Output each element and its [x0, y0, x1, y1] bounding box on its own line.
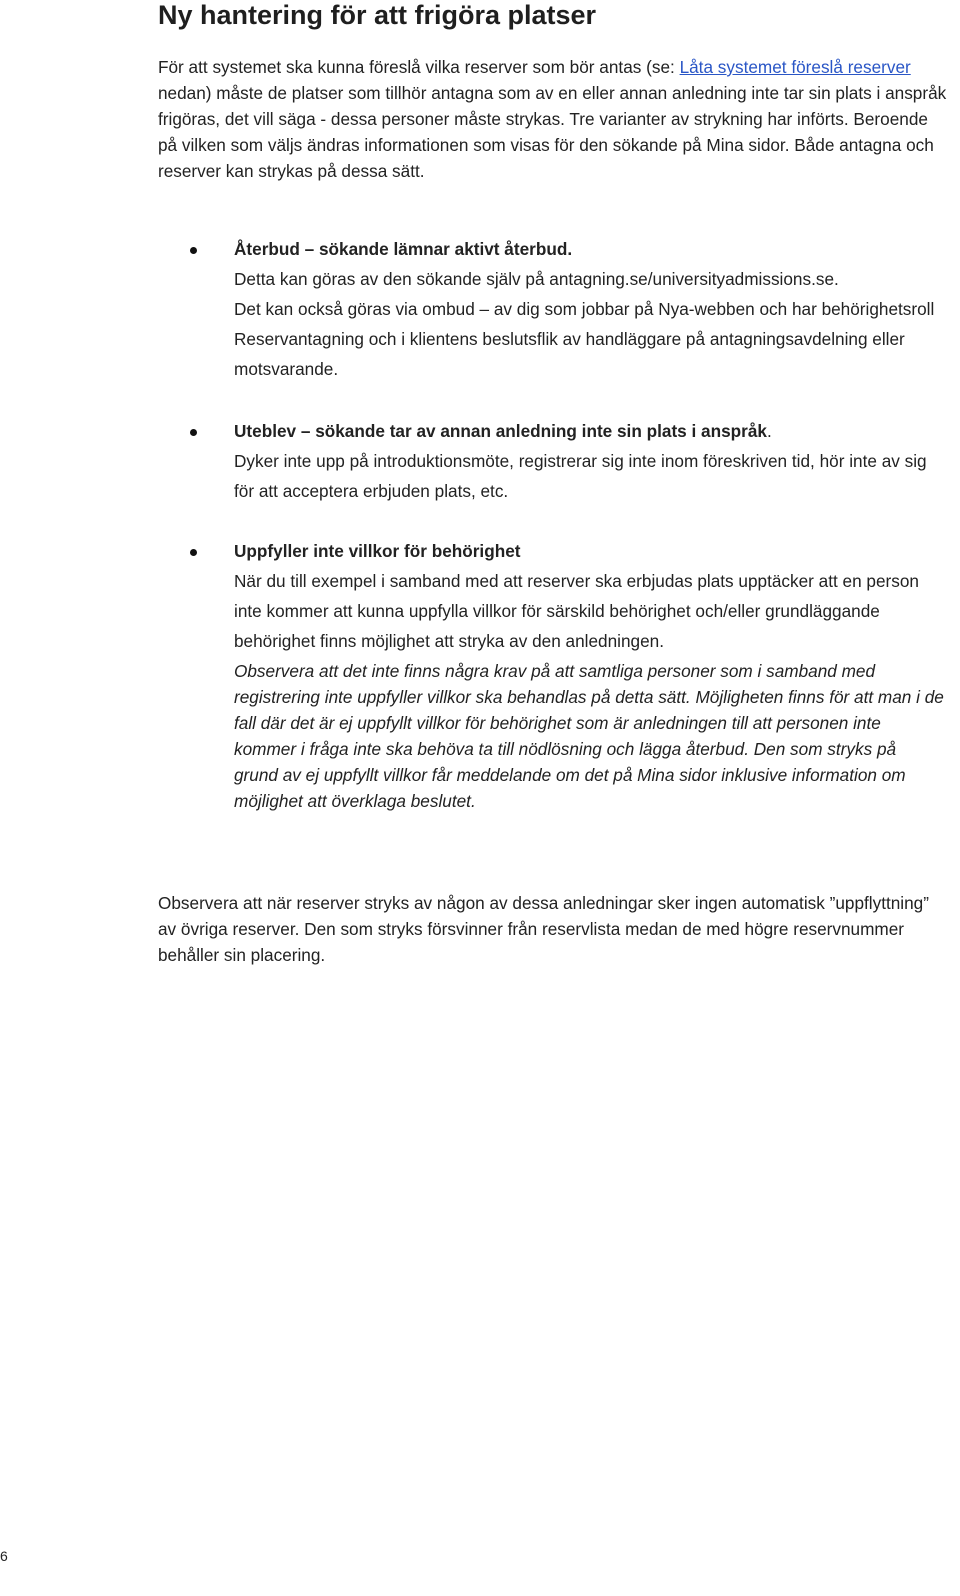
intro-text-before-link: För att systemet ska kunna föreslå vilka reserver som bör antas (se: — [158, 57, 680, 77]
bullet-title: Uppfyller inte villkor för behörighet — [234, 541, 521, 561]
bullet-title: Uteblev – sökande tar av annan anledning inte sin plats i anspråk — [234, 421, 767, 441]
bullet-note: Observera att det inte finns några krav på att samtliga personer som i samband med registrering inte uppfyller villkor ska behandlas på detta sätt. Möjligheten finns för att man i de fall där det är ej uppfyllt villkor för behörighet som är anledningen till att personen inte kommer i fråga inte ska behöva ta till nödlösning och lägga återbud. Den som stryks på grund av ej uppfyllt villkor får meddelande om det på Mina sidor inklusive information om möjlighet att överklaga beslutet. — [234, 661, 944, 811]
bullet-line: När du till exempel i samband med att reserver ska erbjudas plats upptäcker att en person inte kommer att kunna uppfylla villkor för särskild behörighet och/eller grundläggande behörighet finns möjlighet att stryka av den anledningen. — [234, 571, 919, 651]
intro-text-after-link: nedan) måste de platser som tillhör antagna som av en eller annan anledning inte tar sin plats i anspråk frigöras, det vill säga - dessa personer måste strykas. Tre varianter av strykning har införts. Beroende på vilken som väljs ändras informationen som visas för den sökande på Mina sidor. Både antagna och reserver kan strykas på dessa sätt. — [158, 83, 947, 181]
bullet-icon — [190, 429, 197, 436]
bullet-title: Återbud – sökande lämnar aktivt återbud. — [234, 239, 573, 259]
page-heading: Ny hantering för att frigöra platser — [158, 0, 597, 30]
bullet-icon — [190, 549, 197, 556]
bullet-title-suffix: . — [766, 421, 772, 441]
bullet-line: Det kan också göras via ombud – av dig som jobbar på Nya-webben och har behörighetsroll Reservantagning och i klientens beslutsflik av handläggare på antagningsavdelning eller motsvarande. — [234, 299, 935, 379]
bullet-title-line — [234, 416, 944, 446]
page-number: 6 — [0, 1548, 8, 1564]
bullet-line: Dyker inte upp på introduktionsmöte, registrerar sig inte inom föreskriven tid, hör inte av sig för att acceptera erbjuden plats, etc. — [234, 451, 927, 501]
closing-paragraph: Observera att när reserver stryks av någon av dessa anledningar sker ingen automatisk ”uppflyttning” av övriga reserver. Den som stryks försvinner från reservlista medan de med högre reservnummer behåller sin placering. — [158, 893, 929, 965]
suggest-reserves-link[interactable]: Låta systemet föreslå reserver — [679, 57, 911, 77]
bullet-line: Detta kan göras av den sökande själv på antagning.se/universityadmissions.se. — [234, 269, 839, 289]
bullet-icon — [190, 247, 197, 254]
intro-paragraph — [158, 54, 948, 184]
